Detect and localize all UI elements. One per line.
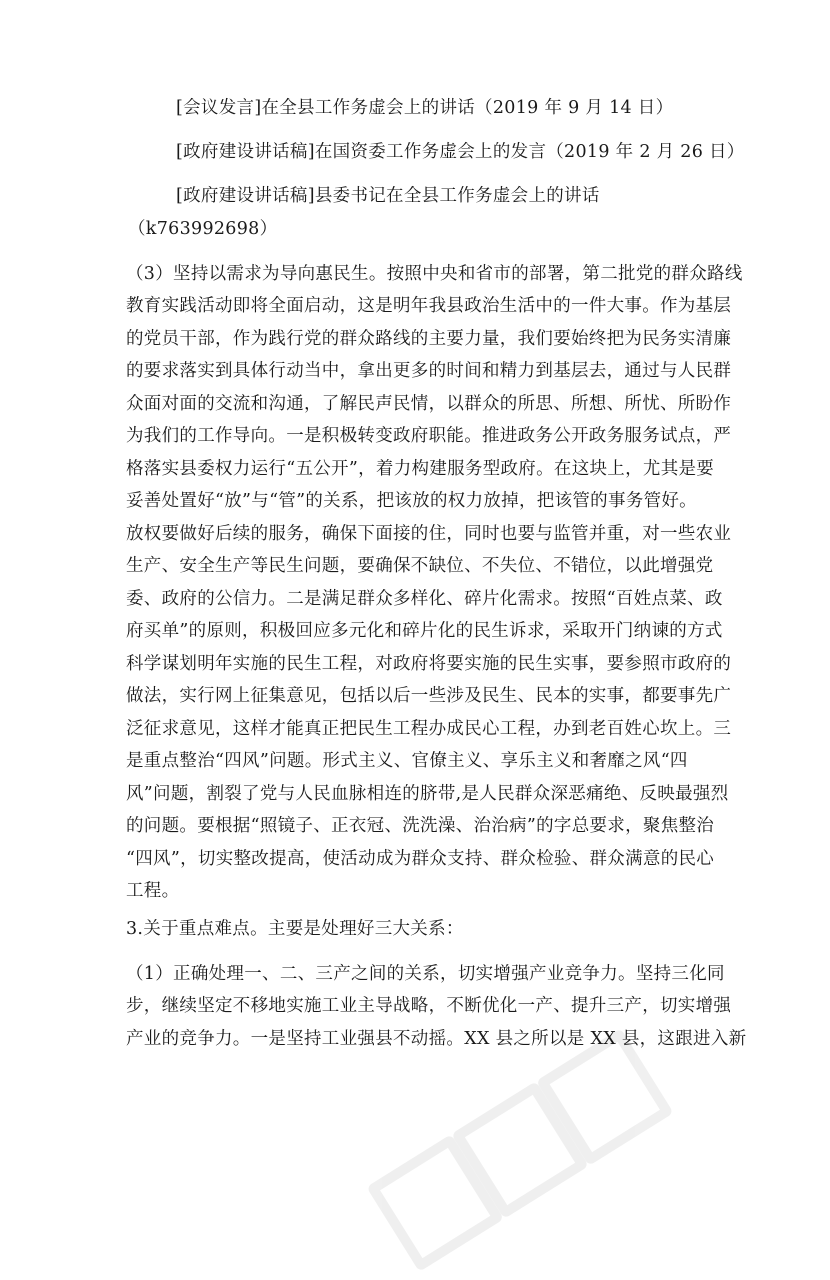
text-line: 的要求落实到具体行动当中，拿出更多的时间和精力到基层去，通过与人民群 <box>126 361 732 381</box>
text-line: 的党员干部，作为践行党的群众路线的主要力量，我们要始终把为民务实清廉 <box>126 329 732 349</box>
text-line: （1）正确处理一、二、三产之间的关系，切实增强产业竞争力。坚持三化同 <box>126 964 725 984</box>
text-line: 科学谋划明年实施的民生工程，对政府将要实施的民生实事，要参照市政府的 <box>126 654 732 674</box>
text-line: 教育实践活动即将全面启动，这是明年我县政治生活中的一件大事。作为基层 <box>126 296 732 316</box>
text-line: 为我们的工作导向。一是积极转变政府职能。推进政务公开政务服务试点，严 <box>126 426 732 446</box>
watermark-logo <box>361 1020 679 1280</box>
reference-link-2[interactable]: [政府建设讲话稿]在国资委工作务虚会上的发言（2019 年 2 月 26 日） <box>176 142 745 162</box>
text-line: 妥善处置好“放”与“管”的关系，把该放的权力放掉，把该管的事务管好。 <box>126 491 697 511</box>
text-line: “四风”，切实整改提高，使活动成为群众支持、群众检验、群众满意的民心 <box>126 849 715 869</box>
reference-link-3[interactable]: [政府建设讲话稿]县委书记在全县工作务虚会上的讲话 <box>176 186 600 206</box>
text-line: 格落实县委权力运行“五公开”，着力构建服务型政府。在这块上，尤其是要 <box>126 459 715 479</box>
reference-code: （k763992698） <box>128 219 278 239</box>
text-line: 生产、安全生产等民生问题，要确保不缺位、不失位、不错位，以此增强党 <box>126 556 714 576</box>
reference-link-1[interactable]: [会议发言]在全县工作务虚会上的讲话（2019 年 9 月 14 日） <box>176 98 674 118</box>
text-line: 是重点整治“四风”问题。形式主义、官僚主义、享乐主义和奢靡之风“四 <box>126 751 688 771</box>
text-line: 步，继续坚定不移地实施工业主导战略，不断优化一产、提升三产，切实增强 <box>126 996 732 1016</box>
text-line: 众面对面的交流和沟通，了解民声民情，以群众的所思、所想、所忧、所盼作 <box>126 394 732 414</box>
text-line: 做法，实行网上征集意见，包括以后一些涉及民生、民本的实事，都要事先广 <box>126 686 732 706</box>
section-heading: 3.关于重点难点。主要是处理好三大关系： <box>126 919 464 939</box>
text-line: （3）坚持以需求为导向惠民生。按照中央和省市的部署，第二批党的群众路线 <box>126 264 743 284</box>
text-line: 府买单”的原则，积极回应多元化和碎片化的民生诉求，采取开门纳谏的方式 <box>126 621 723 641</box>
text-line: 泛征求意见，这样才能真正把民生工程办成民心工程，办到老百姓心坎上。三 <box>126 719 732 739</box>
text-line: 风”问题，割裂了党与人民血脉相连的脐带,是人民群众深恶痛绝、反映最强烈 <box>126 784 729 804</box>
text-line: 的问题。要根据“照镜子、正衣冠、洗洗澡、治治病”的字总要求，聚焦整治 <box>126 816 715 836</box>
text-line: 委、政府的公信力。二是满足群众多样化、碎片化需求。按照“百姓点菜、政 <box>126 589 723 609</box>
text-line: 放权要做好后续的服务，确保下面接的住，同时也要与监管并重，对一些农业 <box>126 524 732 544</box>
text-line: 产业的竞争力。一是坚持工业强县不动摇。XX 县之所以是 XX 县，这跟进入新 <box>126 1029 747 1049</box>
text-line: 工程。 <box>126 881 180 901</box>
